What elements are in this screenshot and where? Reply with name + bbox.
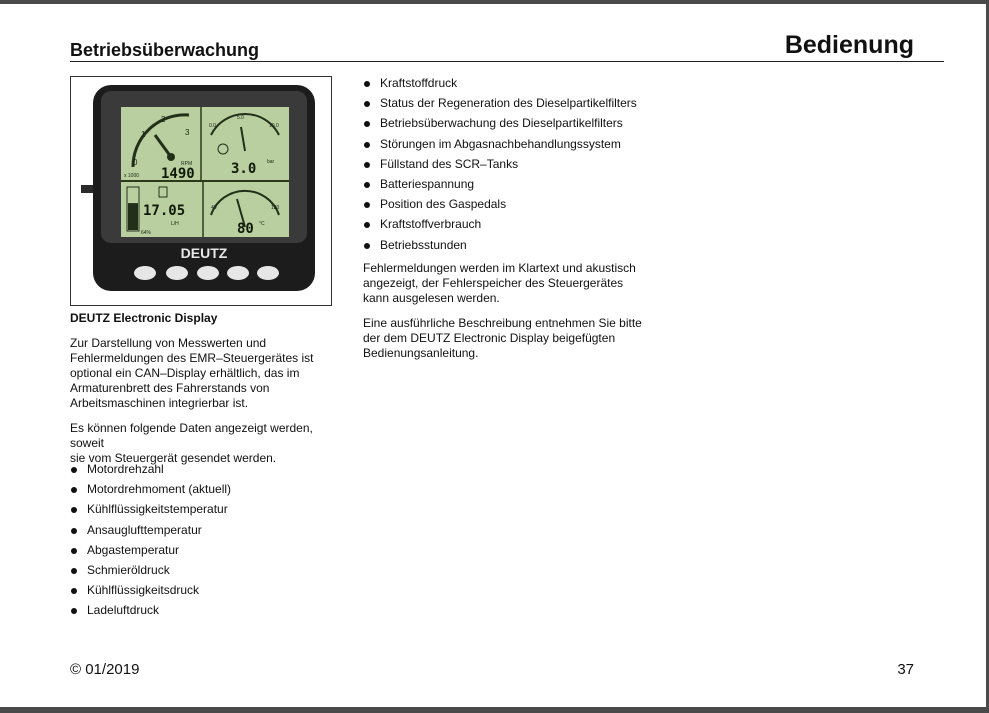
display-button-2 [166,266,188,280]
data-intro-paragraph: Es können folgende Daten angezeigt werden, soweit sie vom Steuergerät gesendet werden. [70,421,313,465]
page-number: 37 [897,661,914,678]
error-messages-paragraph: Fehlermeldungen werden im Klartext und akustisch angezeigt, der Fehlerspeicher des Steuergerätes kann ausgelesen werden. [363,261,636,305]
rpm-tick-1: 1 [141,130,146,139]
list-item: Ladeluftdruck [70,603,231,623]
pressure-tick-max: 10.0 [269,123,279,129]
rpm-value: 1490 [161,166,195,182]
display-button-4 [227,266,249,280]
copyright: © 01/2019 [70,661,140,678]
rpm-multiplier: x 1000 [124,173,140,179]
list-item: Kraftstoffverbrauch [363,217,637,237]
intro-paragraph: Zur Darstellung von Messwerten und Fehlermeldungen des EMR–Steuergerätes ist optional ein CAN–Display erhältlich, das im Armaturenbrett des Fahrerstands von Arbeitsmaschinen integrierbar ist. [70,336,314,410]
right-data-list [363,76,637,258]
fuel-level-label: 64% [141,230,152,236]
list-item: Kühlflüssigkeitstemperatur [70,502,231,522]
display-illustration [71,77,331,305]
rpm-tick-0: 0 [133,158,138,167]
temperature-tick-min: 40 [211,205,217,211]
pressure-unit: bar [267,159,275,165]
temperature-value: 80 [237,221,254,237]
section-title: Betriebsüberwachung [70,40,260,60]
rpm-tick-2: 2 [161,115,166,124]
temperature-tick-max: 120 [271,205,280,211]
display-button-5 [257,266,279,280]
temperature-unit: °C [259,221,265,227]
list-item: Abgastemperatur [70,543,231,563]
list-item: Status der Regeneration des Dieselpartikelfilters [363,96,637,116]
list-item: Kühlflüssigkeitsdruck [70,583,231,603]
list-item: Motordrehzahl [70,462,231,482]
list-item: Betriebsüberwachung des Dieselpartikelfilters [363,116,637,136]
list-item: Position des Gaspedals [363,197,637,217]
display-button-1 [134,266,156,280]
chapter-title: Bedienung [784,31,914,59]
header-divider [70,61,944,62]
fuel-rate-value: 17.05 [143,203,186,219]
rpm-tick-3: 3 [185,128,190,137]
rpm-needle-hub [167,153,175,161]
pressure-tick-mid: 5.0 [237,115,244,121]
list-item: Füllstand des SCR–Tanks [363,157,637,177]
brand-logo: DEUTZ [180,245,228,261]
list-item: Schmieröldruck [70,563,231,583]
pressure-value: 3.0 [231,161,257,177]
manual-reference-paragraph: Eine ausführliche Beschreibung entnehmen Sie bitte der dem DEUTZ Electronic Display beigefügten Bedienungsanleitung. [363,316,642,360]
fuel-rate-unit: L/H [171,221,179,227]
list-item: Batteriespannung [363,177,637,197]
list-item: Störungen im Abgasnachbehandlungssystem [363,137,637,157]
fuel-level-fill [128,203,138,230]
figure-caption: DEUTZ Electronic Display [70,311,218,325]
left-data-list [70,462,231,624]
manual-page [0,4,986,707]
list-item: Betriebsstunden [363,238,637,258]
list-item: Ansauglufttemperatur [70,523,231,543]
list-item: Kraftstoffdruck [363,76,637,96]
list-item: Motordrehmoment (aktuell) [70,482,231,502]
display-photo [70,76,332,306]
rpm-unit: RPM [181,161,193,167]
pressure-tick-min: 0.0 [209,123,216,129]
display-button-3 [197,266,219,280]
